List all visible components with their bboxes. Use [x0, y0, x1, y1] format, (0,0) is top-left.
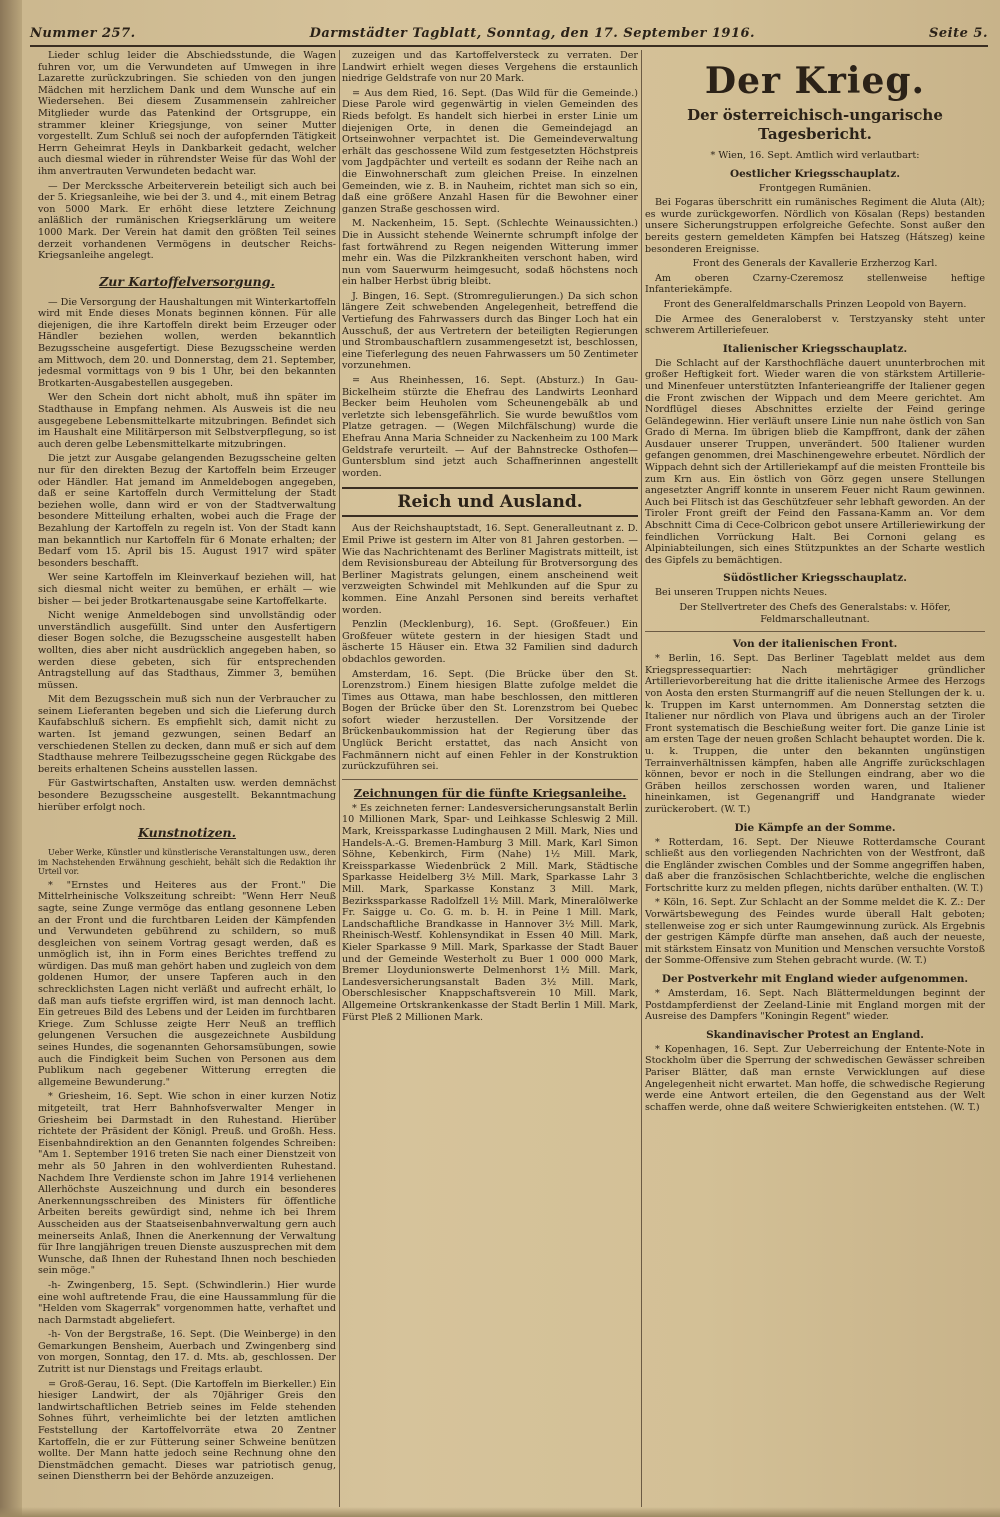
signature: Der Stellvertreter des Chefs des Generalstabs: v. Höfer, Feldmarschalleutnant. — [679, 602, 951, 625]
section-heading: Skandinavischer Protest an England. — [706, 1028, 924, 1041]
article-paragraph: * Berlin, 16. Sept. Das Berliner Tageblatt meldet aus dem Kriegspressequartier: Nach mehrtägiger gründlicher Artillerievorbereitung hat die dritte italienische Armee des Herzogs von Aosta den ersten Sturmangriff auf die neuen Stellungen der k. u. k. Truppen im Karst unternommen. Am Donnerstag setzten die Italiener nur nördlich von Plava und übrigens auch an der Tiroler Front systematisch die Beschießung weiter fort. Die ganze Linie ist am ersten Tage der neuen großen Schlacht behauptet worden. Die k. u. k. Truppen, die unter den bekannten ungünstigen Terrainverhältnissen kämpfen, haben alle Angriffe zurückschlagen können, bevor er noch in die Stellungen eindrang, aber wo die Gräben heillos zerschossen worden waren, und Italiener hineinkamen, ist Gegenangriff und Handgranate wieder zurückerobert. (W. T.) — [645, 653, 985, 815]
article-paragraph: Bei Fogaras überschritt ein rumänisches Regiment die Aluta (Alt); es wurde zurückgeworfen. Nördlich von Kösalan (Reps) bestanden unsere Sicherungstruppen erfolgreiche Gefechte. Sonst außer den bereits gestern gemeldeten Kämpfen bei Hatszeg (Hátszeg) keine besonderen Ereignisse. — [645, 197, 985, 255]
section-heading: Italienischer Kriegsschauplatz. — [722, 342, 908, 355]
war-title: Der Krieg. — [704, 60, 926, 102]
article-paragraph: M. Nackenheim, 15. Sept. (Schlechte Weinaussichten.) Die in Aussicht stehende Weinernte schrumpft infolge der fast fortwährend zu Regen neigenden Witterung immer mehr ein. Was die Pilzkrankheiten verschont haben, wird nun vom Sauerwurm heimgesucht, sodaß höchstens noch ein halber Herbst übrig bleibt. — [342, 218, 638, 288]
page-header — [30, 22, 988, 44]
section-heading: Kunstnotizen. — [137, 825, 237, 841]
article-paragraph: — Die Versorgung der Haushaltungen mit Winterkartoffeln wird mit Ende dieses Monats beginnen können. Für alle diejenigen, die ihre Kartoffeln direkt beim Erzeuger oder Händler beziehen wollen, werden bekanntlich Bezugsscheine ausgefertigt. Diese Bezugsscheine werden am Mittwoch, dem 20. und Donnerstag, dem 21. September, jedesmal vormittags von 9 bis 1 Uhr, bei den bekannten Brotkarten-Ausgabestellen ausgegeben. — [38, 296, 336, 389]
article-paragraph: = Groß-Gerau, 16. Sept. (Die Kartoffeln im Bierkeller.) Ein hiesiger Landwirt, der als 70jähriger Greis den landwirtschaftlichen Betrieb seines im Felde stehenden Sohnes führt, verheimlichte bei der letzten amtlichen Feststellung der Kartoffelvorräte etwa 20 Zentner Kartoffeln, die er zur Fütterung seiner Schweine benützen wollte. Der Mann hatte jedoch seine Rechnung ohne den Dienstmädchen gemacht. Dieses war patriotisch genug, seinen Dienstherrn bei der Behörde anzuzeigen. — [38, 1378, 336, 1483]
page-number: Seite 5. — [929, 25, 988, 41]
article-paragraph: Für Gastwirtschaften, Anstalten usw. werden demnächst besondere Bezugsscheine ausgestellt. Bekanntmachung hierüber erfolgt noch. — [38, 778, 336, 813]
sub-heading: Front des Generalfeldmarschalls Prinzen Leopold von Bayern. — [663, 298, 967, 310]
article-paragraph: Lieder schlug leider die Abschiedsstunde, die Wagen fuhren vor, um die Verwundeten auf Umwegen in ihre Lazarette zurückzubringen. Sie schieden von den jungen Mädchen mit herzlichem Dank und dem Wunsche auf ein Wiedersehen. Bei diesem Zusammensein zahlreicher Mitglieder wurde das Patenkind der Ortsgruppe, ein strammer kleiner Kriegsjunge, von seiner Mutter vorgestellt. Zum Schluß sei noch der aufopfernden Tätigkeit Herrn Geheimrat Heyls in Dankbarkeit gedacht, welcher auch diesmal wieder in rührendster Weise für das Wohl der ihm anvertrauten Verwundeten bedacht war. — [38, 50, 336, 177]
section-divider — [645, 631, 985, 632]
article-paragraph: Die Schlacht auf der Karsthochfläche dauert ununterbrochen mit großer Heftigkeit fort. Wieder waren die von stärkstem Artillerie- und Minenfeuer unterstützten Infanterieangriffe der Italiener gegen die Front zwischen der Wippach und dem Meere gerichtet. Am Nordflügel dieses Abschnittes erzielte der Feind geringe Geländegewinn. Hier verläuft unsere Linie nun nahe östlich von San Grado di Merna. Im übrigen blieb die Kampffront, dank der zähen Ausdauer unserer Truppen, unverändert. 500 Italiener wurden gefangen genommen, drei Maschinengewehre erbeutet. Nördlich der Wippach dehnt sich der Artilleriekampf auf die meisten Frontteile bis zum Krn aus. Ein östlich von Görz gegen unsere Stellungen angesetzter Angriff konnte in unserem Feuer nicht Raum gewinnen. Auch bei Flitsch ist das Geschützfeuer sehr lebhaft geworden. An der Tiroler Front greift der Feind den Fassana-Kamm an. Vor dem Abschnitt Cima di Cece-Colbricon gebot unsere Artilleriewirkung der feindlichen Vorrückung Halt. Bei Cornoni gelang es Alpiniabteilungen, sich eines Stützpunktes an der Scharte westlich des Gipfels zu bemächtigen. — [645, 357, 985, 566]
article-paragraph: * Rotterdam, 16. Sept. Der Nieuwe Rotterdamsche Courant schließt aus den vorliegenden Nachrichten von der Westfront, daß die Engländer zwischen Combles und der Somme angegriffen haben, daß aber die französischen Schlachtberichte, welche die englischen Fortschritte kurz zu melden pflegen, nichts darüber enthalten. (W. T.) — [645, 836, 985, 894]
article-paragraph: — Der Merckssche Arbeiterverein beteiligt sich auch bei der 5. Kriegsanleihe, wie bei der 3. und 4., mit einem Betrag von 5000 Mark. Er erhöht diese letztere Zeichnung anläßlich der rumänischen Kriegserklärung um weitere 1000 Mark. Der Verein hat damit den größten Teil seines derzeit vorhandenen Vermögens in deutscher Reichs-Kriegsanleihe angelegt. — [38, 180, 336, 262]
sub-heading: Front des Generals der Kavallerie Erzherzog Karl. — [692, 258, 938, 270]
article-paragraph: * "Ernstes und Heiteres aus der Front." Die Mittelrheinische Volkszeitung schreibt: "Wenn Herr Neuß sagte, seine Zunge vermöge das entlang gesonnene Leben an der Front und die furchtbaren Leiden der Kämpfenden und Verwundeten gebührend zu schildern, so muß desgleichen von seinem Vortrag gesagt werden, daß es unmöglich ist, ihn in Form eines Berichtes treffend zu würdigen. Das muß man gehört haben und zugleich von dem goldenen Humor, der unsere Tapferen auch in den schrecklichsten Lagen nicht verläßt und aufrecht erhält, lo daß man aufs tiefste ergriffen wird, ist man dennoch lacht. Ein getreues Bild des Lebens und der Leiden im furchtbaren Kriege. Zum Schlusse zeigte Herr Neuß an trefflich gelungenen Versuchen die ausgezeichnete Ausbildung seines Hundes, die sogenannten Gehorsamsübungen, sowie auch die Findigkeit beim Suchen von Personen aus dem Publikum nach gegebener Witterung erregten die allgemeine Bewunderung." — [38, 879, 336, 1088]
article-paragraph: Bei unseren Truppen nichts Neues. — [655, 587, 828, 599]
section-heading: Südöstlicher Kriegsschauplatz. — [723, 572, 907, 585]
article-paragraph: Penzlin (Mecklenburg), 16. Sept. (Großfeuer.) Ein Großfeuer wütete gestern in der hiesigen Stadt und äscherte 15 Häuser ein. Etwa 32 Familien sind dadurch obdachlos geworden. — [342, 619, 638, 665]
article-paragraph: zuzeigen und das Kartoffelversteck zu verraten. Der Landwirt erhielt wegen dieses Vergehens die erstaunlich niedrige Geldstrafe von nur 20 Mark. — [342, 50, 638, 85]
section-heading: Der Postverkehr mit England wieder aufgenommen. — [661, 973, 969, 986]
article-paragraph: Wer den Schein dort nicht abholt, muß ihn später im Stadthause in Empfang nehmen. Als Ausweis ist die neu ausgegebene Lebensmittelkarte mitzubringen. Befindet sich im Haushalt eine Militärperson mit Selbstverpflegung, so ist auch deren gelbe Lebensmittelkarte mitzubringen. — [38, 392, 336, 450]
article-paragraph: Am oberen Czarny-Czeremosz stellenweise heftige Infanteriekämpfe. — [645, 272, 985, 296]
masthead: Darmstädter Tagblatt, Sonntag, den 17. September 1916. — [309, 25, 756, 41]
article-paragraph: * Es zeichneten ferner: Landesversicherungsanstalt Berlin 10 Millionen Mark, Spar- und Leihkasse Schleswig 2 Mill. Mark, Kreissparkasse Ludinghausen 2 Mill. Mark, Nies und Handels-A.-G. Bremen-Hamburg 3 Mill. Mark, Karl Simon Söhne, Kebenkirch, Firm (Nahe) 1½ Mill. Mark, Kreissparkasse Wiedenbrück 2 Mill. Mark, Städtische Sparkasse Heidelberg 3½ Mill. Mark, Sparkasse Lahr 3 Mill. Mark, Sparkasse Konstanz 3 Mill. Mark, Bezirkssparkasse Radolfzell 1½ Mill. Mark, Mineralölwerke Fr. Saigge u. Co. G. m. b. H. in Peine 1 Mill. Mark, Landschaftliche Brandkasse in Hannover 3½ Mill. Mark, Rheinisch-Westf. Kohlensyndikat in Essen 40 Mill. Mark, Kieler Sparkasse 9 Mill. Mark, Sparkasse der Stadt Bauer und der Gemeinde Westerholt zu Buer 1 000 000 Mark, Bremer Lloydunionswerte Delmenhorst 1½ Mill. Mark, Landesversicherungsanstalt Baden 3½ Mill. Mark, Oberschlesischer Knappschaftsverein 10 Mill. Mark, Allgemeine Ortskrankenkasse der Stadt Berlin 1 Mill. Mark, Fürst Pleß 2 Millionen Mark. — [342, 802, 638, 1023]
article-paragraph: * Kopenhagen, 16. Sept. Zur Ueberreichung der Entente-Note in Stockholm über die Sperrung der schwedischen Gewässer schreiben Pariser Blätter, daß man ernste Verwicklungen auf diese Angelegenheit nicht erwartet. Man hoffe, die schwedische Regierung werde eine Antwort erteilen, die den Gegenstand aus der Welt schaffen werde, ohne daß weitere Schwierigkeiten entstehen. (W. T.) — [645, 1043, 985, 1113]
column-rule — [339, 50, 340, 1507]
binding-gutter — [0, 0, 22, 1517]
section-title-reich: Reich und Ausland. — [342, 487, 638, 517]
article-paragraph: * Griesheim, 16. Sept. Wie schon in einer kurzen Notiz mitgeteilt, trat Herr Bahnhofsverwalter Menger in Griesheim bei Darmstadt in den Ruhestand. Hierüber richtete der Präsident der Königl. Preuß. und Großh. Hess. Eisenbahndirektion an den Genannten folgendes Schreiben: "Am 1. September 1916 treten Sie nach einer Dienstzeit von mehr als 50 Jahren in den wohlverdienten Ruhestand. Nachdem Ihre Verdienste schon im Jahre 1914 verliehenen Allerhöchste Auszeichnung und durch ein besonderes Anerkennungsschreiben des Ministers für öffentliche Arbeiten bereits gewürdigt sind, nehme ich bei Ihrem Ausscheiden aus der Staatseisenbahnverwaltung gern auch meinerseits Anlaß, Ihnen die Anerkennung der Verwaltung für Ihre langjährigen treuen Dienste auszusprechen mit dem Wunsche, daß Ihnen der Ruhestand Ihnen noch beschieden sein möge." — [38, 1091, 336, 1277]
article-paragraph: -h- Von der Bergstraße, 16. Sept. (Die Weinberge) in den Gemarkungen Bensheim, Auerbach und Zwingenberg sind von morgen, Sonntag, den 17. d. Mts. ab, geschlossen. Der Zutritt ist nur Dienstags und Freitags erlaubt. — [38, 1329, 336, 1376]
article-paragraph: Die Armee des Generaloberst v. Terstzyansky steht unter schwerem Artilleriefeuer. — [645, 313, 985, 337]
sub-heading: Frontgegen Rumänien. — [758, 182, 872, 194]
page-edge-shadow — [0, 1507, 1000, 1517]
section-heading: Die Kämpfe an der Somme. — [734, 821, 896, 834]
header-rule — [30, 45, 988, 47]
dateline: * Wien, 16. Sept. Amtlich wird verlautbart: — [710, 150, 920, 161]
column-middle — [342, 50, 638, 1507]
issue-number: Nummer 257. — [30, 25, 136, 41]
column-right — [645, 50, 985, 1507]
article-paragraph: -h- Zwingenberg, 15. Sept. (Schwindlerin.) Hier wurde eine wohl auftretende Frau, die eine Haussammlung für die "Helden vom Skagerrak" vorgenommen hatte, verhaftet und nach Darmstadt abgeliefert. — [38, 1279, 336, 1326]
article-paragraph: * Köln, 16. Sept. Zur Schlacht an der Somme meldet die K. Z.: Der Vorwärtsbewegung des Feindes wurde überall Halt geboten; stellenweise zog er sich unter Raumgewinnung zurück. Als Ergebnis der gestrigen Kämpfe dürfte man ansehen, daß auch der neueste, mit stärkstem Einsatz von Munition und Menschen versuchte Vorstoß der Somme-Offensive zum Stehen gebracht wurde. (W. T.) — [645, 897, 985, 967]
section-heading: Oestlicher Kriegsschauplatz. — [729, 167, 901, 180]
article-paragraph: Amsterdam, 16. Sept. (Die Brücke über den St. Lorenzstrom.) Einem hiesigen Blatte zufolge meldet die Times aus Ottawa, man habe beschlossen, den mittleren Bogen der Brücke über den St. Lorenzstrom bei Quebec sofort wieder herzustellen. Der Vorsitzende der Brückenbaukommission hat der Regierung über das Unglück Bericht erstattet, das nach Ansicht von Fachmännern nicht auf einen Fehler in der Konstruktion zurückzuführen sei. — [342, 668, 638, 773]
article-paragraph: Aus der Reichshauptstadt, 16. Sept. Generalleutnant z. D. Emil Priwe ist gestern im Alter von 81 Jahren gestorben. — Wie das Nachrichtenamt des Berliner Magistrats mitteilt, ist dem Revisionsbureau der Abteilung für Brotversorgung des Berliner Magistrats gelungen, einem anscheinend weit verzweigten Schwindel mit Mehlkunden auf die Spur zu kommen. Eine Anzahl Personen sind bereits verhaftet worden. — [342, 523, 638, 616]
section-heading: Zeichnungen für die fünfte Kriegsanleihe. — [353, 785, 627, 800]
article-paragraph: = Aus dem Ried, 16. Sept. (Das Wild für die Gemeinde.) Diese Parole wird gegenwärtig in vielen Gemeinden des Rieds befolgt. Es handelt sich hierbei in erster Linie um diejenigen Orte, in denen die Gemeindejagd an Ortseinwohner verpachtet ist. Die Gemeindeverwaltung erhält das geschossene Wild zum festgesetzten Höchstpreis vom Jagdpächter und verteilt es sodann der Reihe nach an die Einwohnerschaft zum gleichen Preise. In einzelnen Gemeinden, wie z. B. in Nauheim, richtet man sich so ein, daß eine größere Anzahl Hasen für die Bewohner einer ganzen Straße geschossen wird. — [342, 87, 638, 215]
article-paragraph: = Aus Rheinhessen, 16. Sept. (Absturz.) In Gau-Bickelheim stürzte die Ehefrau des Landwirts Leonhard Becker beim Heuholen vom Scheunengebälk ab und verletzte sich lebensgefährlich. Sie wurde bewußtlos vom Platze getragen. — (Wegen Milchfälschung) wurde die Ehefrau Anna Maria Schneider zu Nackenheim zu 100 Mark Geldstrafe verurteilt. — Auf der Bahnstrecke Osthofen—Guntersblum sind jetzt auch Schaffnerinnen angestellt worden. — [342, 375, 638, 479]
article-paragraph: Wer seine Kartoffeln im Kleinverkauf beziehen will, hat sich diesmal nicht weiter zu bemühen, er erhält — wie bisher — bei jeder Brotkartenausgabe seine Kartoffelkarte. — [38, 572, 336, 607]
war-subtitle: Der österreichisch-ungarische Tagesbericht. — [687, 106, 943, 143]
column-left — [38, 50, 336, 1507]
article-paragraph: * Amsterdam, 16. Sept. Nach Blättermeldungen beginnt der Postdampferdienst der Zeeland-Linie mit England morgen mit der Ausreise des Dampfers "Koningin Regent" wieder. — [645, 988, 985, 1023]
article-paragraph: Nicht wenige Anmeldebogen sind unvollständig oder unverständlich ausgefüllt. Sind unter den Ausfertigern dieser Bogen solche, die Bezugsscheine ausgestellt haben wollten, dies aber nicht ausdrücklich angegeben haben, so werden diese gebeten, sich für entsprechenden Antragstellung auf das Stadthaus, Zimmer 3, bemühen müssen. — [38, 610, 336, 691]
editorial-note: Ueber Werke, Künstler und künstlerische Veranstaltungen usw., deren im Nachstehenden Erwähnung geschieht, behält sich die Redaktion ihr Urteil vor. — [38, 848, 336, 877]
section-heading: Von der italienischen Front. — [732, 638, 898, 651]
column-rule — [641, 50, 642, 1507]
article-paragraph: J. Bingen, 16. Sept. (Stromregulierungen.) Da sich schon längere Zeit schwebenden Angelegenheit, betreffend die Vertiefung des Fahrwassers durch das Binger Loch hat ein Ausschuß, der aus Vertretern der beteiligten Regierungen und Strombauschaftlern zusammengesetzt ist, beschlossen, eine Tieferlegung des neuen Fahrwassers um 50 Zentimeter vorzunehmen. — [342, 290, 638, 372]
article-paragraph: Die jetzt zur Ausgabe gelangenden Bezugsscheine gelten nur für den direkten Bezug der Kartoffeln beim Erzeuger oder Händler. Hat jemand im Anmeldebogen angegeben, daß er seine Kartoffeln durch Vermittelung der Stadt beziehen wolle, dann wird er von der Stadtverwaltung besondere Mitteilung erhalten, wobei auch die Frage der Bezahlung der Kartoffeln zu regeln ist. Von der Stadt kann man bekanntlich nur Kartoffeln für 6 Monate erhalten; der Bedarf vom 15. April bis 15. August 1917 wird später besonders beschafft. — [38, 453, 336, 569]
article-paragraph: Mit dem Bezugsschein muß sich nun der Verbraucher zu seinem Lieferanten begeben und sich die Lieferung durch Kaufabschluß sichern. Es empfiehlt sich, damit nicht zu warten. Ist jemand gezwungen, seinen Bedarf an verschiedenen Stellen zu decken, dann muß er sich auf dem Stadthause mehrere Teilbezugsscheine gegen Rückgabe des bereits erhaltenen Scheins ausstellen lassen. — [38, 694, 336, 775]
section-divider — [342, 779, 638, 780]
section-heading: Zur Kartoffelversorgung. — [99, 273, 275, 289]
